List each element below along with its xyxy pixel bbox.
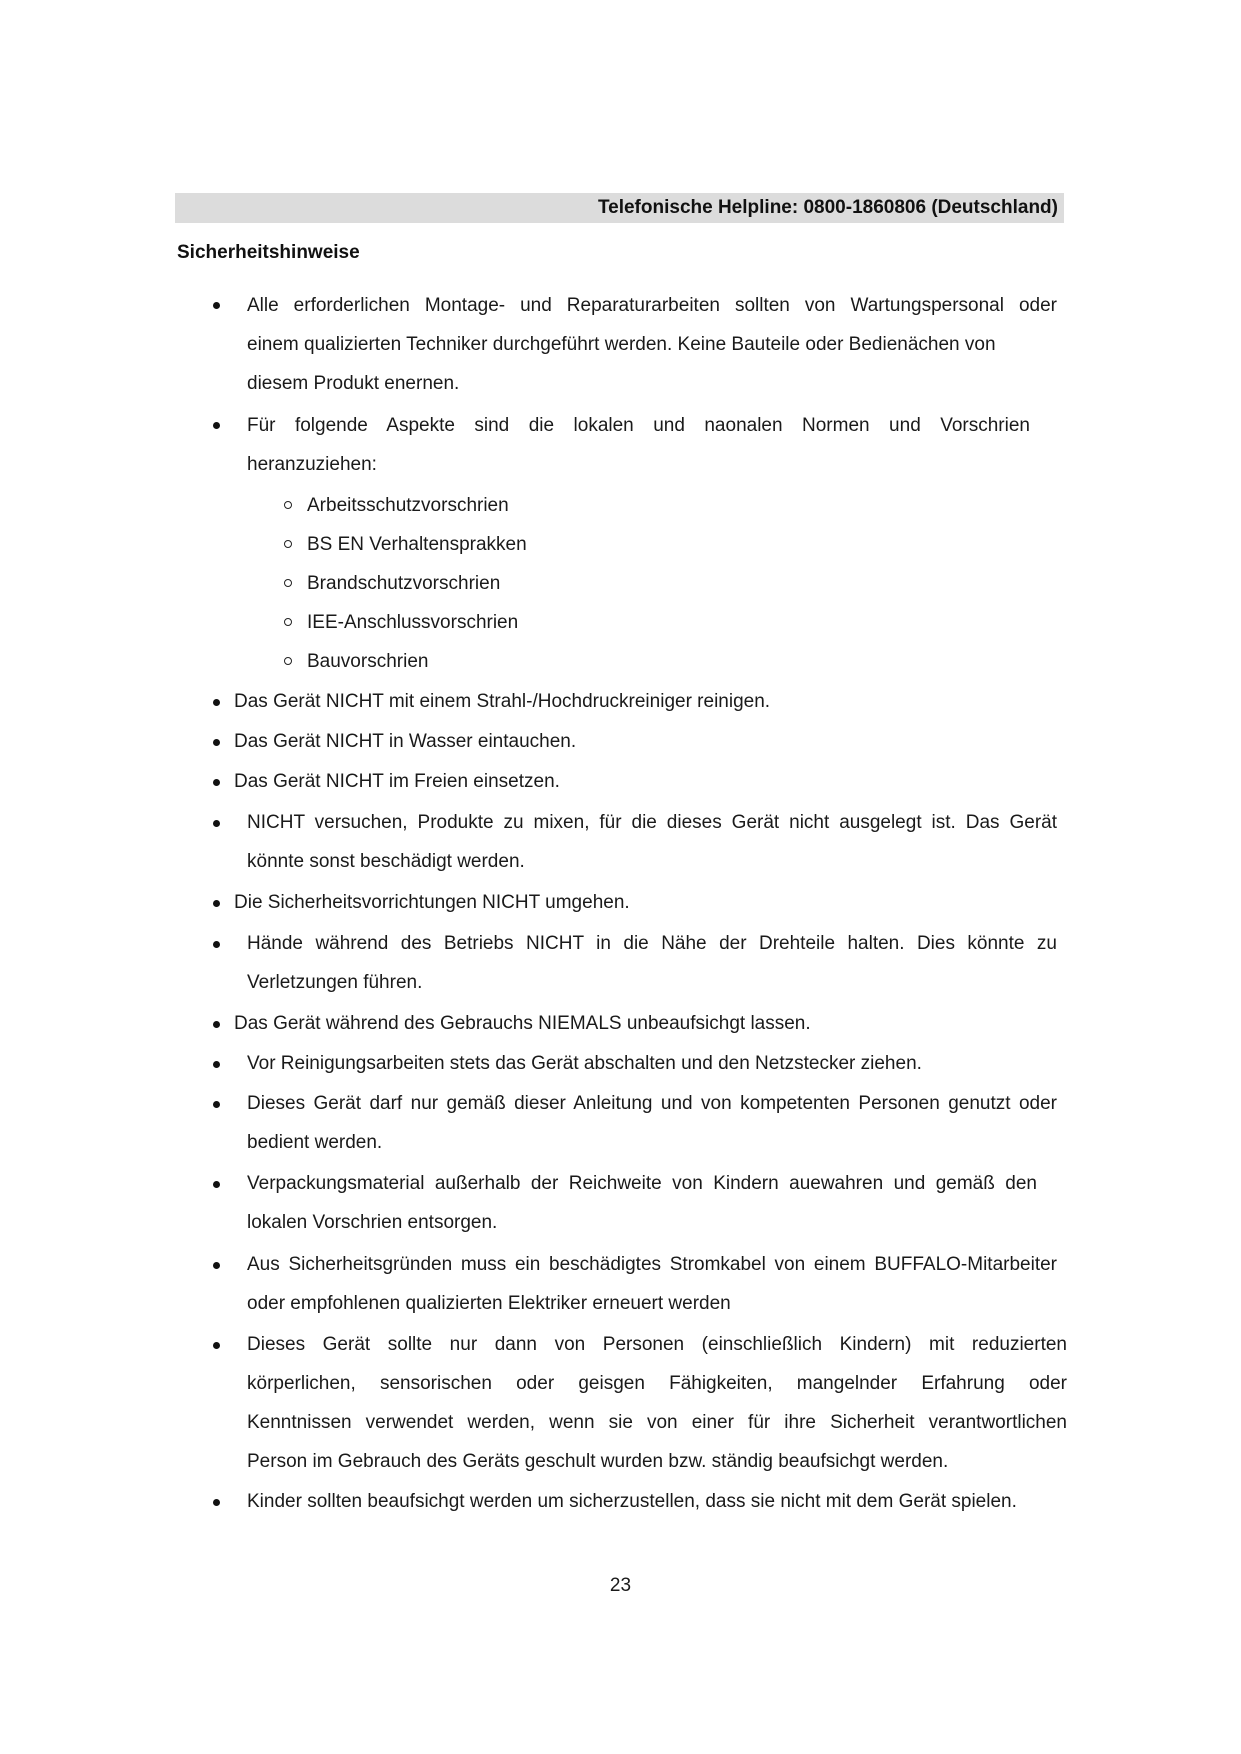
list-item: Das Gerät während des Gebrauchs NIEMALS unbeaufsichgt lassen. [234,1013,811,1034]
list-item: Für folgende Aspekte sind die lokalen und naonalen Normen und Vorschrien heranzuziehen: [247,415,1030,475]
circle-bullet-icon [284,540,292,548]
sub-list-item: Brandschutzvorschrien [307,573,501,594]
list-item: Kinder sollten beaufsichgt werden um sicherzustellen, dass sie nicht mit dem Gerät spielen. [247,1491,1017,1512]
circle-bullet-icon [284,501,292,509]
bullet-icon [213,699,220,706]
bullet-icon [213,1101,220,1108]
bullet-icon [213,422,220,429]
header-bar [175,193,1064,223]
list-item: NICHT versuchen, Produkte zu mixen, für die dieses Gerät nicht ausgelegt ist. Das Gerät könnte sonst beschädigt werden. [247,812,1057,872]
list-item: Das Gerät NICHT im Freien einsetzen. [234,771,560,792]
sub-list-item: Arbeitsschutzvorschrien [307,495,509,516]
bullet-icon [213,739,220,746]
sub-list-item: IEE-Anschlussvorschrien [307,612,519,633]
bullet-icon [213,1021,220,1028]
page-number: 23 [609,1575,632,1596]
list-item: Dieses Gerät darf nur gemäß dieser Anleitung und von kompetenten Personen genutzt oder bedient werden. [247,1093,1057,1153]
list-item: Verpackungsmaterial außerhalb der Reichweite von Kindern auewahren und gemäß den lokalen Vorschrien entsorgen. [247,1173,1037,1233]
bullet-icon [213,1061,220,1068]
list-item: Hände während des Betriebs NICHT in die Nähe der Drehteile halten. Dies könnte zu Verletzungen führen. [247,933,1057,993]
bullet-icon [213,1262,220,1269]
bullet-icon [213,779,220,786]
bullet-icon [213,900,220,907]
circle-bullet-icon [284,618,292,626]
list-item: Das Gerät NICHT mit einem Strahl-/Hochdruckreiniger reinigen. [234,691,771,712]
list-item: Vor Reinigungsarbeiten stets das Gerät abschalten und den Netzstecker ziehen. [247,1053,922,1074]
helpline-text: Telefonische Helpline: 0800-1860806 (Deutschland) [597,197,1058,218]
bullet-icon [213,1342,220,1349]
circle-bullet-icon [284,579,292,587]
bullet-icon [213,820,220,827]
list-item: Alle erforderlichen Montage- und Reparaturarbeiten sollten von Wartungspersonal oder einem qualizierten Techniker durchgeführt werden. Keine Bauteile oder Bedienächen von diesem Produkt enernen. [247,295,1057,394]
section-title: Sicherheitshinweise [177,242,360,263]
list-item: Das Gerät NICHT in Wasser eintauchen. [234,731,577,752]
bullet-icon [213,1499,220,1506]
list-item: Aus Sicherheitsgründen muss ein beschädigtes Stromkabel von einem BUFFALO-Mitarbeiter oder empfohlenen qualizierten Elektriker erneuert werden [247,1254,1057,1314]
list-item: Die Sicherheitsvorrichtungen NICHT umgehen. [234,892,630,913]
sub-list-item: BS EN Verhaltensprakken [307,534,527,555]
circle-bullet-icon [284,657,292,665]
sub-list-item: Bauvorschrien [307,651,429,672]
bullet-icon [213,1181,220,1188]
bullet-icon [213,302,220,309]
list-item: Dieses Gerät sollte nur dann von Personen (einschließlich Kindern) mit reduzierten körperlichen, sensorischen oder geisgen Fähigkeiten, mangelnder Erfahrung oder Kenntnissen verwendet werden, wenn sie von einer für ihre Sicherheit verantwortlichen Person im Gebrauch des Geräts geschult wurden bzw. ständig beaufsichgt werden. [247,1334,1067,1472]
bullet-icon [213,941,220,948]
